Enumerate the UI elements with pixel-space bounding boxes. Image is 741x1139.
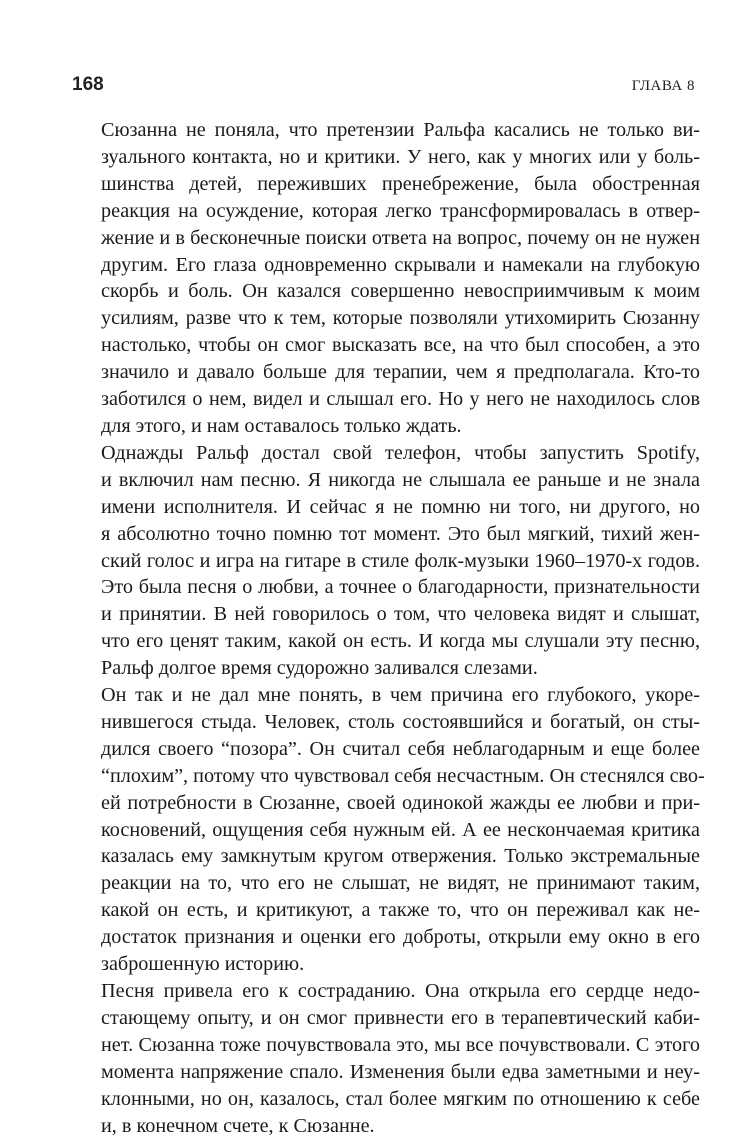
text-line: реакция на осуждение, которая легко трансформировалась в отвер- — [101, 199, 700, 222]
running-head — [72, 74, 695, 96]
text-line: Он так и не дал мне понять, в чем причина его глубокого, укоре- — [101, 684, 700, 707]
text-line: момента напряжение спало. Изменения были едва заметными и неу- — [101, 1060, 700, 1083]
text-line: шинства детей, переживших пренебрежение, была обостренная — [101, 172, 700, 195]
text-line: клонными, но он, казалось, стал более мягким по отношению к себе — [101, 1087, 700, 1110]
text-line: и включил нам песню. Я никогда не слышала ее раньше и не знала — [101, 468, 700, 491]
paragraph — [73, 440, 700, 682]
text-line: нет. Сюзанна тоже почувствовала это, мы все почувствовали. С этого — [101, 1033, 700, 1056]
text-line: реакции на то, что его не слышат, не видят, не принимают таким, — [101, 872, 700, 895]
page-number: 168 — [72, 74, 104, 95]
text-line: “плохим”, потому что чувствовал себя несчастным. Он стеснялся сво- — [101, 764, 705, 787]
text-line: стающему опыту, и он смог привнести его в терапевтический каби- — [101, 1006, 700, 1029]
text-line: Песня привела его к состраданию. Она открыла его сердце недо- — [101, 980, 700, 1002]
text-line: зуального контакта, но и критики. У него, как у многих или у боль- — [101, 145, 700, 168]
text-line: что его ценят таким, какой он есть. И когда мы слушали эту песню, — [101, 630, 700, 653]
text-line: заботился о нем, видел и слышал его. Но у него не находилось слов — [101, 388, 700, 411]
text-line: усилиям, разве что к тем, которые позволяли утихомирить Сюзанну — [101, 307, 700, 330]
text-line: нившегося стыда. Человек, столь состоявшийся и богатый, он сты- — [101, 710, 700, 733]
text-line: значило и давало больше для терапии, чем я предполагала. Кто-то — [101, 361, 700, 384]
text-line: жение и в бесконечные поиски ответа на вопрос, почему он не нужен — [101, 226, 700, 249]
paragraph — [73, 978, 700, 1139]
chapter-label: ГЛАВА 8 — [631, 78, 695, 94]
text-line: для этого, и нам оставалось только ждать. — [101, 414, 462, 437]
text-line: Ральф долгое время судорожно заливался слезами. — [101, 657, 538, 680]
text-line: Сюзанна не поняла, что претензии Ральфа касались не только ви- — [101, 119, 700, 141]
text-line: имени исполнителя. И сейчас я не помню ни того, ни другого, но — [101, 495, 700, 518]
text-line: и, в конечном счете, к Сюзанне. — [101, 1114, 375, 1137]
body-text — [73, 117, 705, 1139]
text-line: какой он есть, и критикуют, а также то, что он переживал как не- — [101, 899, 700, 922]
text-line: ей потребности в Сюзанне, своей одинокой жажды ее любви и при- — [101, 791, 700, 814]
text-line: Однажды Ральф достал свой телефон, чтобы запустить Spotify, — [101, 441, 700, 464]
text-line: достаток признания и оценки его доброты, открыли ему окно в его — [101, 926, 700, 949]
text-line: другим. Его глаза одновременно скрывали и намекали на глубокую — [101, 253, 700, 276]
text-line: скорбь и боль. Он казался совершенно невосприимчивым к моим — [101, 280, 700, 303]
text-line: Это была песня о любви, а точнее о благодарности, признательности — [101, 576, 700, 599]
paragraph — [73, 682, 705, 978]
text-line: дился своего “позора”. Он считал себя неблагодарным и еще более — [101, 737, 700, 760]
paragraph — [73, 117, 700, 440]
text-line: ский голос и игра на гитаре в стиле фолк-музыки 1960–1970-х годов. — [101, 549, 700, 572]
text-line: настолько, чтобы он смог высказать все, на что был способен, а это — [101, 334, 700, 357]
text-line: казалась ему замкнутым кругом отвержения. Только экстремальные — [101, 845, 700, 868]
text-line: косновений, ощущения себя нужным ей. А ее нескончаемая критика — [101, 818, 700, 841]
text-line: заброшенную историю. — [101, 953, 305, 976]
text-line: я абсолютно точно помню тот момент. Это был мягкий, тихий жен- — [101, 522, 700, 545]
text-line: и принятии. В ней говорилось о том, что человека видят и слышат, — [101, 603, 700, 626]
